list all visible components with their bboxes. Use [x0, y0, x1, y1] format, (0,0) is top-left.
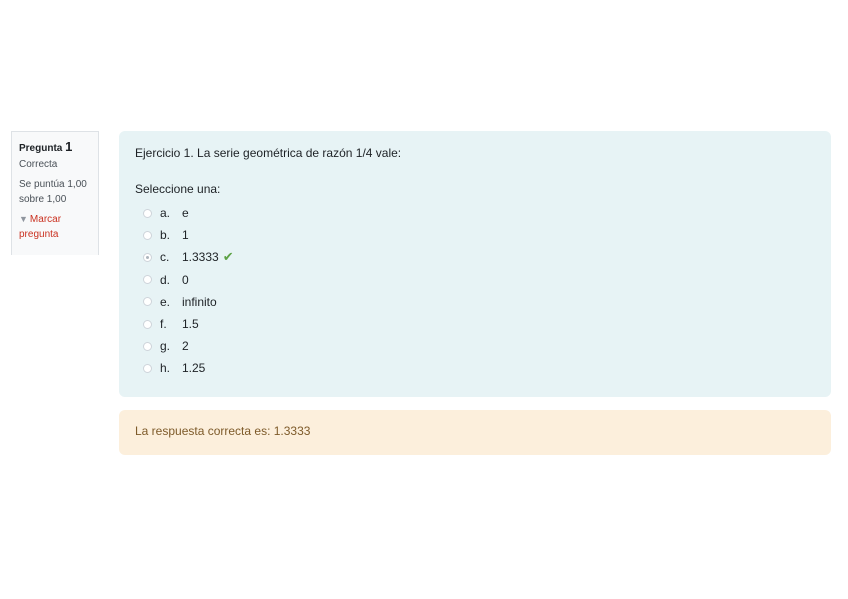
answer-option-g[interactable] — [135, 335, 815, 357]
answer-text: e — [182, 206, 189, 221]
answer-text: 0 — [182, 272, 189, 287]
answer-radio[interactable] — [143, 320, 152, 329]
answer-option-f[interactable] — [135, 313, 815, 335]
answer-option-e[interactable] — [135, 291, 815, 313]
answer-text: 1.3333 — [182, 250, 219, 265]
answer-letter: e. — [160, 294, 171, 309]
flag-icon: ▼ — [19, 214, 28, 225]
right-answer-text: La respuesta correcta es: 1.3333 — [135, 424, 311, 438]
question-grade — [19, 177, 92, 207]
question-state: Correcta — [19, 158, 58, 170]
answer-text: 2 — [182, 339, 189, 354]
right-answer-feedback — [119, 410, 831, 455]
answer-text: infinito — [182, 294, 217, 309]
flag-question-link[interactable] — [19, 213, 92, 242]
answer-option-c[interactable] — [135, 246, 815, 268]
grade-line-1: Se puntúa 1,00 — [19, 179, 87, 191]
answer-radio[interactable] — [143, 342, 152, 351]
answer-radio-selected[interactable] — [143, 253, 152, 262]
flag-label-line-1: Marcar — [29, 214, 62, 226]
question-info-panel — [11, 131, 99, 255]
flag-label-line-2: pregunta — [19, 228, 59, 240]
answer-text: 1 — [182, 228, 189, 243]
answer-text: 1.5 — [182, 317, 199, 332]
question-number-heading — [19, 138, 92, 157]
answer-list — [135, 202, 815, 380]
question-text: Ejercicio 1. La serie geométrica de razón 1/4 vale: — [135, 146, 402, 160]
answer-text: 1.25 — [182, 361, 206, 376]
answer-letter: f. — [160, 317, 167, 332]
answer-radio[interactable] — [143, 209, 152, 218]
answer-option-b[interactable] — [135, 224, 815, 246]
check-icon: ✔ — [222, 249, 234, 265]
answer-letter: b. — [160, 228, 171, 243]
answer-option-h[interactable] — [135, 357, 815, 379]
answer-letter: d. — [160, 272, 171, 287]
answer-letter: a. — [160, 206, 171, 221]
answer-radio[interactable] — [143, 275, 152, 284]
question-number: 1 — [65, 139, 73, 154]
answer-radio[interactable] — [143, 364, 152, 373]
answer-letter: g. — [160, 339, 171, 354]
answer-prompt: Seleccione una: — [135, 182, 221, 196]
answer-option-a[interactable] — [135, 202, 815, 224]
answer-letter: c. — [160, 250, 170, 265]
answer-radio[interactable] — [143, 231, 152, 240]
answer-radio[interactable] — [143, 297, 152, 306]
question-formulation — [119, 131, 831, 397]
grade-line-2: sobre 1,00 — [19, 194, 67, 206]
answer-letter: h. — [160, 361, 171, 376]
question-label: Pregunta — [19, 143, 63, 154]
answer-option-d[interactable] — [135, 269, 815, 291]
